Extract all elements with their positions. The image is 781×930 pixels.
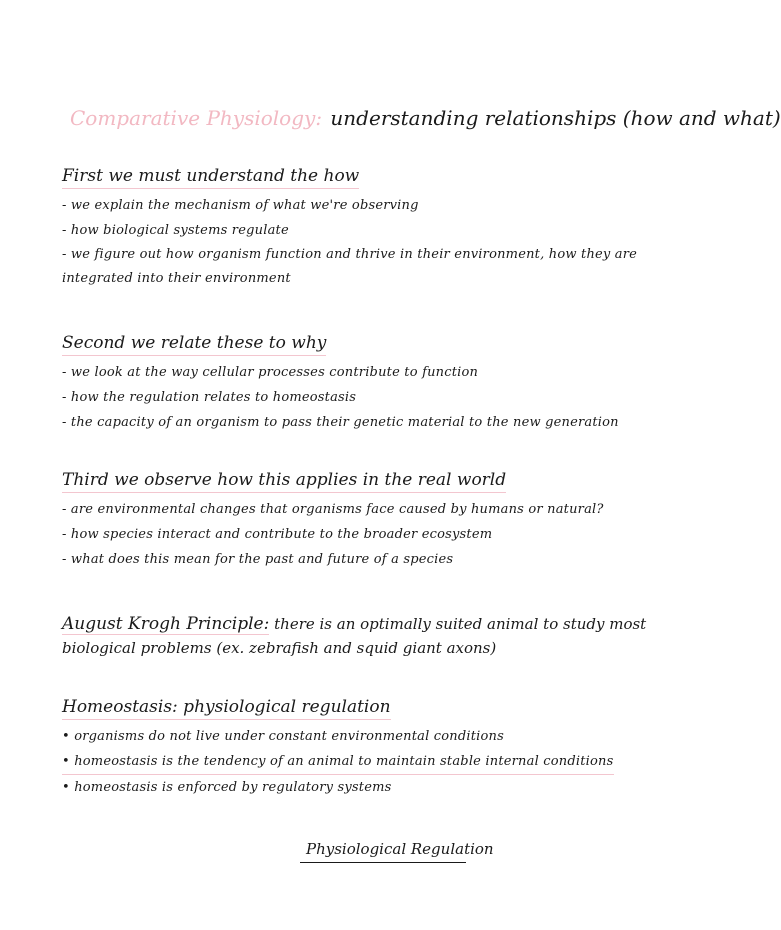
item-list <box>62 497 672 572</box>
section-heading: Second we relate these to why <box>62 333 326 356</box>
list-item: - we explain the mechanism of what we're observing <box>62 198 419 213</box>
section-homeostasis <box>62 697 672 800</box>
title-subtitle: understanding relationships (how and what) <box>330 106 781 130</box>
item-list <box>62 360 672 435</box>
item-list <box>62 193 672 291</box>
list-item: - the capacity of an organism to pass their genetic material to the new generation <box>62 415 619 430</box>
section-third <box>62 470 672 572</box>
section-krogh <box>62 612 672 660</box>
list-item: - we look at the way cellular processes contribute to function <box>62 365 479 380</box>
section-first <box>62 166 672 291</box>
list-item: - how biological systems regulate <box>62 223 289 238</box>
section-heading: Third we observe how this applies in the real world <box>62 470 506 493</box>
list-item: • homeostasis is the tendency of an animal to maintain stable internal conditions <box>62 749 614 775</box>
section-second <box>62 333 672 435</box>
list-item: - are environmental changes that organisms face caused by humans or natural? <box>62 502 604 517</box>
title-topic: Comparative Physiology: <box>70 106 323 130</box>
page-title <box>70 106 781 130</box>
section-heading: Homeostasis: physiological regulation <box>62 697 391 720</box>
list-item: - we figure out how organism function and thrive in their environment, how they are integrated into their environment <box>62 247 638 286</box>
krogh-text: there is an optimally suited animal to study most biological problems (ex. zebrafish and squid giant axons) <box>62 615 647 657</box>
list-item: • organisms do not live under constant environmental conditions <box>62 729 504 744</box>
footer-underline <box>300 862 466 863</box>
section-heading: First we must understand the how <box>62 166 359 189</box>
list-item: - what does this mean for the past and future of a species <box>62 552 454 567</box>
list-item: - how species interact and contribute to the broader ecosystem <box>62 527 493 542</box>
item-list <box>62 724 672 800</box>
list-item: - how the regulation relates to homeostasis <box>62 390 357 405</box>
list-item: • homeostasis is enforced by regulatory systems <box>62 780 392 795</box>
section-heading: August Krogh Principle: <box>62 614 270 634</box>
footer-title: Physiological Regulation <box>306 840 494 858</box>
krogh-paragraph <box>62 612 672 660</box>
